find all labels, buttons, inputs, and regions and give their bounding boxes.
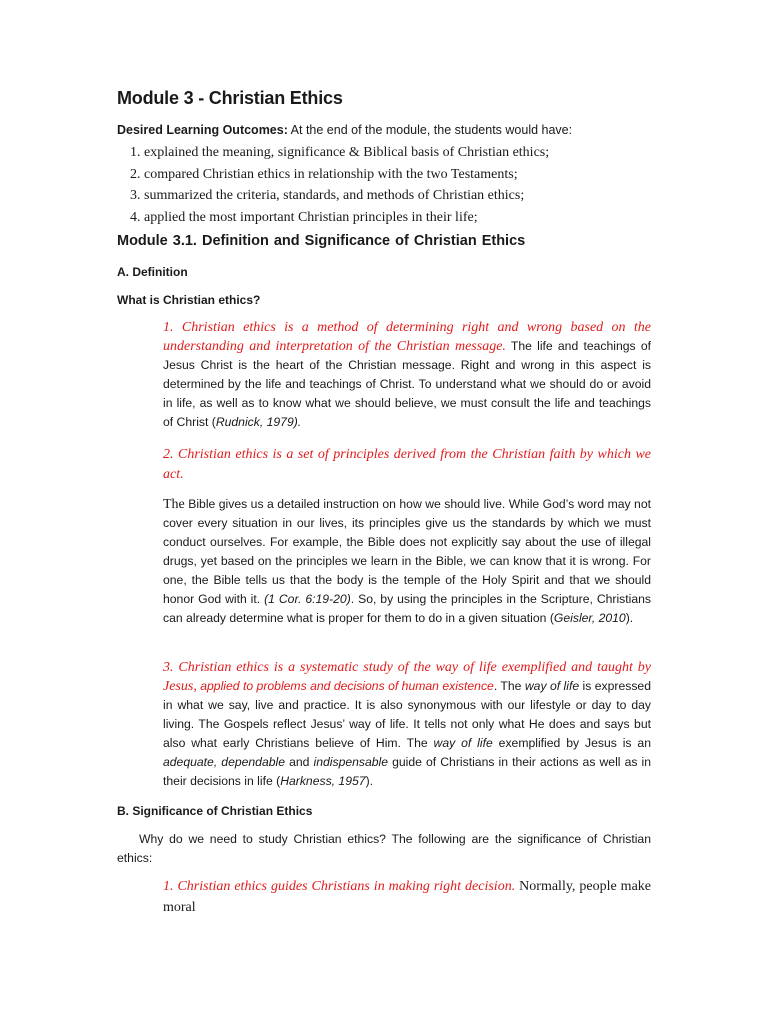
outcome-item: 4. applied the most important Christian principles in their life; <box>130 209 478 225</box>
dlo-label: Desired Learning Outcomes: <box>117 123 288 137</box>
definition-2-lead: 2. Christian ethics is a set of principles derived from the Christian faith by which we act. <box>163 447 651 482</box>
bible-end: ). <box>625 611 634 625</box>
dlo-text: At the end of the module, the students would have: <box>287 123 573 137</box>
definition-3-b: is expressed in what we say, live and practice. It is also synonymous with our lifestyle or day to day living. The Gospels reflect Jesus’ way of life. It tells not only what He does and says but also what early Christians believe of Him. The <box>163 679 651 750</box>
bible-the: The <box>163 497 185 512</box>
desired-learning-outcomes <box>117 123 572 137</box>
section-heading: Module 3.1. Definition and Significance of Christian Ethics <box>117 233 526 249</box>
definition-1-body: The life and teachings of Jesus Christ is the heart of the Christian message. Right and wrong in this aspect is determined by the life and teachings of Christ. To understand what we should do or avoid in life, as well as to know what we should believe, we must consult the life and teachings of Christ ( <box>163 339 651 429</box>
subsection-b-heading: B. Significance of Christian Ethics <box>117 804 313 818</box>
definition-3-end: ). <box>365 774 374 788</box>
definition-3-d: guide of Christians in their actions as well as in their decisions in life ( <box>163 755 651 788</box>
definition-3-and: and <box>285 755 314 769</box>
definition-3-lead-2: applied to problems and decisions of human existence <box>196 679 494 693</box>
definition-3-a: . The <box>493 679 525 693</box>
bible-citation-2: Geisler, 2010 <box>553 611 626 625</box>
outcome-item: 2. compared Christian ethics in relationship with the two Testaments; <box>130 166 518 182</box>
page-title: Module 3 - Christian Ethics <box>117 88 343 108</box>
significance-1 <box>163 876 651 918</box>
significance-intro: Why do we need to study Christian ethics? The following are the significance of Christian ethics: <box>117 832 651 865</box>
bible-body-2: . So, by using the principles in the Scripture, Christians can already determine what is proper for them to do in a given situation ( <box>163 592 652 625</box>
definition-3-adjectives: adequate, dependable <box>163 755 286 769</box>
definition-3-way-of-life-2: way of life <box>433 736 493 750</box>
outcomes-list <box>130 142 549 228</box>
definition-3-indispensable: indispensable <box>313 755 389 769</box>
definition-3-citation: Harkness, 1957 <box>280 774 366 788</box>
definition-1-lead: 1. Christian ethics is a method of determining right and wrong based on the understanding and interpretation of the Christian message. <box>163 320 651 354</box>
bible-citation-1: (1 Cor. 6:19-20) <box>264 592 351 606</box>
significance-1-lead: 1. Christian ethics guides Christians in making right decision. <box>163 879 516 894</box>
significance-1-body: Normally, people make moral <box>163 879 651 915</box>
question-heading: What is Christian ethics? <box>117 293 261 307</box>
definition-1-citation: Rudnick, 1979). <box>215 415 302 429</box>
definition-3-way-of-life-1: way of life <box>524 679 580 693</box>
definition-3-lead: 3. Christian ethics is a systematic study of the way of life exemplified and taught by Jesus, <box>163 660 651 694</box>
definition-3 <box>163 658 651 791</box>
outcome-item: 3. summarized the criteria, standards, and methods of Christian ethics; <box>130 188 525 203</box>
definition-1 <box>163 318 651 432</box>
definition-3-c: exemplified by Jesus is an <box>492 736 651 750</box>
bible-paragraph <box>163 495 651 628</box>
subsection-a-heading: A. Definition <box>117 265 188 279</box>
outcome-item: 1. explained the meaning, significance & Biblical basis of Christian ethics; <box>130 145 550 160</box>
bible-body: Bible gives us a detailed instruction on how we should live. While God’s word may not cover every situation in our lives, its principles give us the standards by which we must conduct ourselves. For example, the Bible does not explicitly say about the use of illegal drugs, yet based on the principles we learn in the Bible, we can know that it is wrong. For one, the Bible tells us that the body is the temple of the Holy Spirit and that we should honor God with it. <box>163 497 651 606</box>
